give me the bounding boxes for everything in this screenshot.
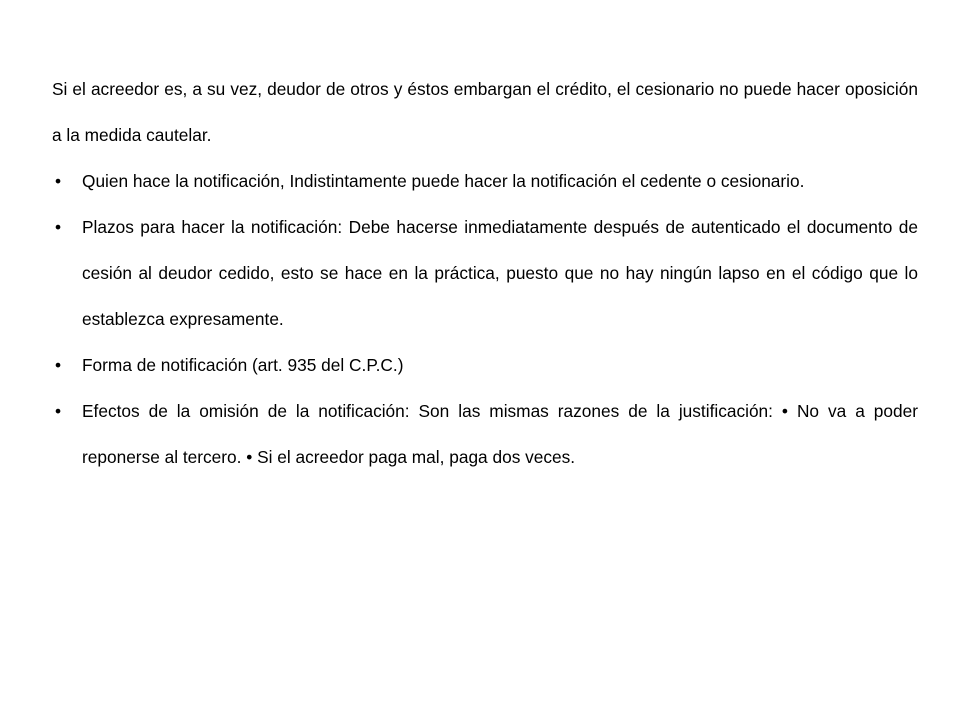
bullet-item-notification-form [52,342,918,388]
bullet-item-omission-effects [52,388,918,480]
bullet-text: Plazos para hacer la notificación: Debe hacerse inmediatamente después de autenticado el documento de cesión al deudor cedido, esto se hace en la práctica, puesto que no hay ningún lapso en el código que lo establezca expresamente. [82,217,918,329]
bullet-text: Efectos de la omisión de la notificación: Son las mismas razones de la justificación: • No va a poder reponerse al tercero. • Si el acreedor paga mal, paga dos veces. [82,401,918,467]
bullet-item-notification-who [52,158,918,204]
bullet-icon: • [55,355,62,375]
bullet-icon: • [55,401,62,421]
slide-content [52,66,918,480]
bullet-text: Forma de notificación (art. 935 del C.P.C.) [82,355,404,375]
intro-paragraph: Si el acreedor es, a su vez, deudor de otros y éstos embargan el crédito, el cesionario no puede hacer oposición a la medida cautelar. [52,79,918,145]
bullet-text: Quien hace la notificación, Indistintamente puede hacer la notificación el cedente o cesionario. [82,171,805,191]
bullet-item-notification-deadlines [52,204,918,342]
bullet-icon: • [55,171,62,191]
bullet-list [52,158,918,480]
bullet-icon: • [55,217,62,237]
